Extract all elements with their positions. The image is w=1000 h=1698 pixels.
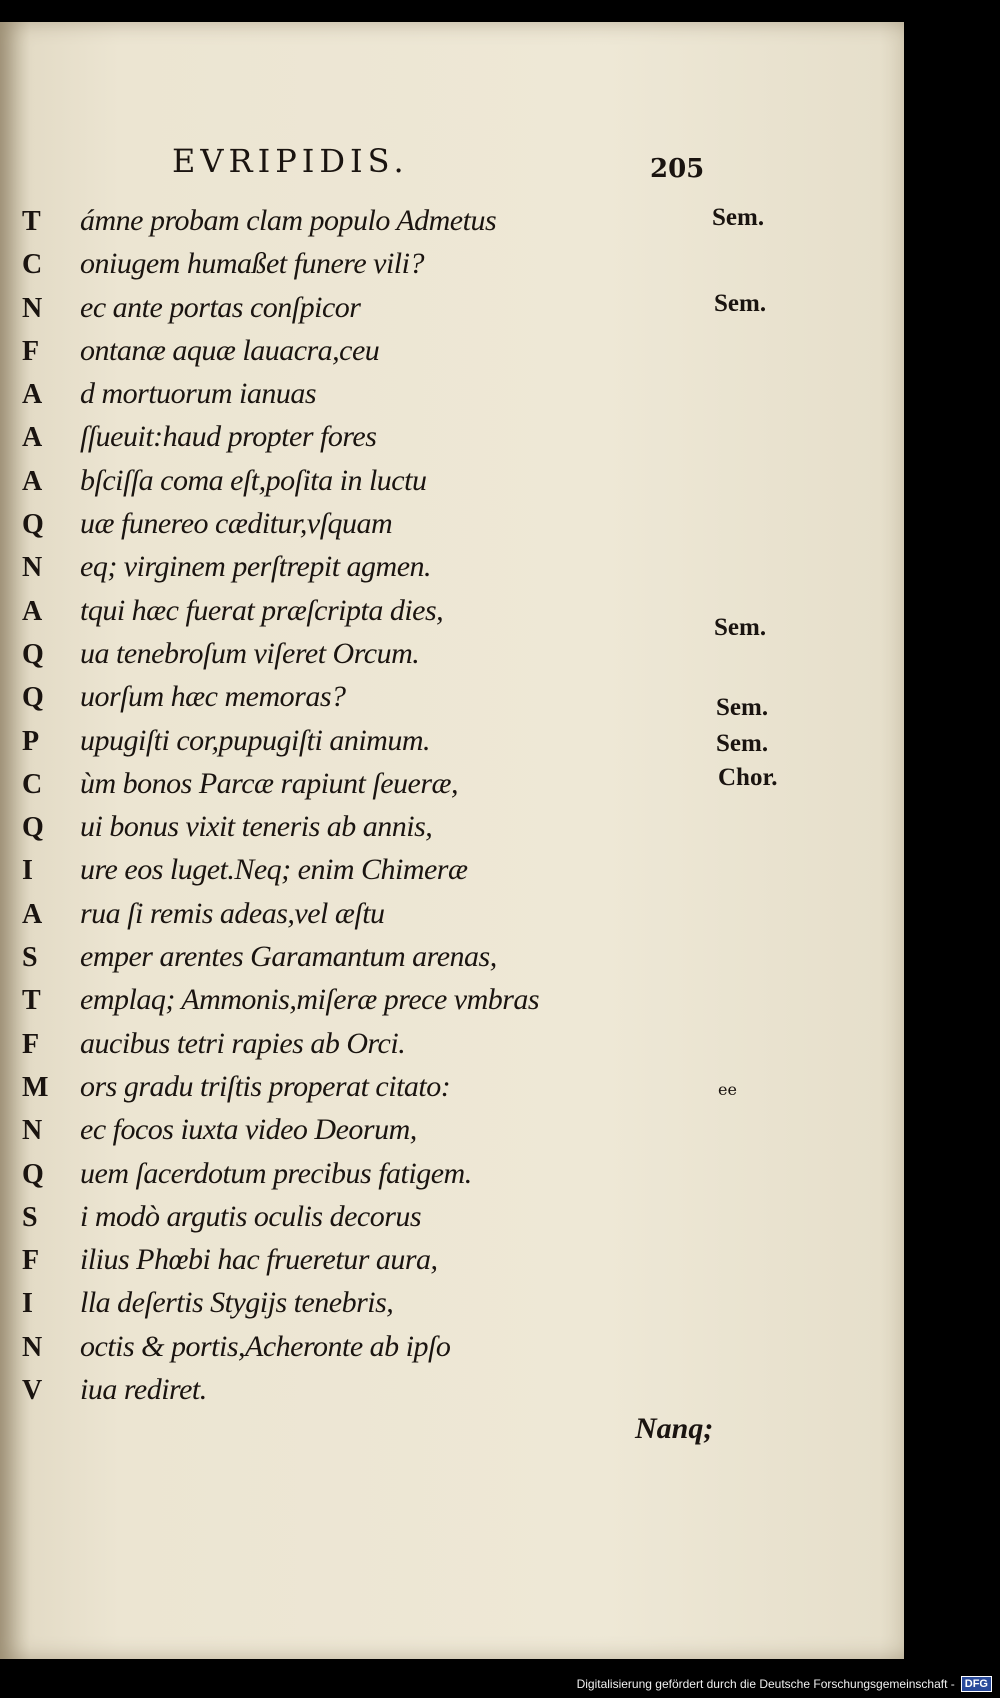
line-text: ors gradu triſtis properat citato: bbox=[80, 1069, 451, 1103]
verse-line bbox=[18, 1330, 658, 1373]
line-initial: C bbox=[22, 249, 43, 281]
line-text: lla deſertis Stygijs tenebris, bbox=[80, 1286, 394, 1320]
running-title: EVRIPIDIS. bbox=[172, 142, 409, 180]
marginal-mark: ee bbox=[718, 1080, 737, 1099]
digitization-footer bbox=[577, 1672, 992, 1696]
line-text: aucibus tetri rapies ab Orci. bbox=[80, 1026, 406, 1060]
verse-line bbox=[18, 767, 658, 810]
verse-line bbox=[18, 1157, 658, 1200]
book-page bbox=[0, 22, 904, 1659]
line-text: ua tenebroſum viſeret Orcum. bbox=[80, 636, 420, 670]
catchword: Nanq; bbox=[635, 1412, 714, 1445]
line-initial: N bbox=[22, 552, 43, 584]
line-initial: N bbox=[22, 1115, 43, 1147]
speaker-label: Sem. bbox=[714, 614, 767, 641]
line-text: ontanæ aquæ lauacra,ceu bbox=[80, 333, 380, 367]
line-initial: A bbox=[22, 595, 43, 627]
line-text: bſciſſa coma eſt,poſita in luctu bbox=[80, 463, 427, 497]
speaker-label: Sem. bbox=[716, 730, 769, 757]
line-initial: A bbox=[22, 422, 43, 454]
verse-line bbox=[18, 1286, 658, 1329]
line-initial: F bbox=[22, 335, 40, 367]
line-initial: T bbox=[22, 985, 41, 1017]
verse-line bbox=[18, 334, 658, 377]
line-initial: F bbox=[22, 1245, 40, 1277]
line-text: iua rediret. bbox=[80, 1373, 207, 1407]
line-initial: Q bbox=[22, 812, 44, 844]
line-text: ec ante portas conſpicor bbox=[80, 290, 361, 324]
line-text: i modò argutis oculis decorus bbox=[80, 1199, 422, 1233]
verse-line bbox=[18, 983, 658, 1026]
speaker-label: Chor. bbox=[718, 764, 778, 791]
speaker-label: Sem. bbox=[716, 694, 769, 721]
line-initial: T bbox=[22, 206, 41, 237]
line-text: upugiſti cor,pupugiſti animum. bbox=[80, 723, 431, 757]
verse-line bbox=[18, 1070, 658, 1113]
line-initial: S bbox=[22, 1201, 38, 1233]
line-text: emper arentes Garamantum arenas, bbox=[80, 940, 497, 974]
line-initial: Q bbox=[22, 1158, 44, 1190]
line-initial: I bbox=[22, 1288, 33, 1320]
verse-line bbox=[18, 1027, 658, 1070]
line-text: ùm bonos Parcæ rapiunt ſeueræ, bbox=[80, 766, 459, 800]
line-initial: A bbox=[22, 465, 43, 497]
line-text: ilius Phœbi hac frueretur aura, bbox=[80, 1243, 438, 1277]
verse-line bbox=[18, 637, 658, 680]
verse-line bbox=[18, 1243, 658, 1286]
line-text: uem ſacerdotum precibus fatigem. bbox=[80, 1156, 472, 1190]
verse-line bbox=[18, 204, 658, 247]
verse-line bbox=[18, 550, 658, 593]
verse-line bbox=[18, 247, 658, 290]
verse-line bbox=[18, 853, 658, 896]
line-text: emplaq; Ammonis,miſeræ prece vmbras bbox=[80, 983, 540, 1017]
line-text: rua ſi remis adeas,vel æſtu bbox=[80, 896, 385, 930]
line-text: d mortuorum ianuas bbox=[80, 377, 317, 411]
verse-line bbox=[18, 377, 658, 420]
verse-line bbox=[18, 810, 658, 853]
line-text: ámne probam clam populo Admetus bbox=[80, 204, 497, 237]
verse-line bbox=[18, 507, 658, 550]
line-initial: Q bbox=[22, 682, 44, 714]
verse-line bbox=[18, 1113, 658, 1156]
line-text: ui bonus vixit teneris ab annis, bbox=[80, 810, 433, 844]
page-number: 205 bbox=[650, 154, 705, 184]
line-initial: Q bbox=[22, 509, 44, 541]
line-text: eq; virginem perſtrepit agmen. bbox=[80, 550, 432, 584]
verse-line bbox=[18, 940, 658, 983]
verse-line bbox=[18, 1200, 658, 1243]
verse-line bbox=[18, 420, 658, 463]
dfg-logo-icon: DFG bbox=[961, 1676, 992, 1692]
line-initial: M bbox=[22, 1071, 49, 1103]
line-text: uæ funereo cæditur,vſquam bbox=[80, 507, 393, 541]
line-initial: C bbox=[22, 768, 43, 800]
line-text: ure eos luget.Neq; enim Chimeræ bbox=[80, 853, 468, 887]
line-text: octis & portis,Acheronte ab ipſo bbox=[80, 1329, 451, 1363]
verse-line bbox=[18, 724, 658, 767]
line-initial: P bbox=[22, 725, 40, 757]
line-text: uorſum hæc memoras? bbox=[80, 680, 346, 714]
line-text: tqui hæc fuerat præſcripta dies, bbox=[80, 593, 444, 627]
line-initial: F bbox=[22, 1028, 40, 1060]
verse-block bbox=[18, 204, 658, 1416]
verse-line bbox=[18, 897, 658, 940]
line-text: ſſueuit:haud propter fores bbox=[80, 420, 377, 454]
verse-line bbox=[18, 464, 658, 507]
line-initial: Q bbox=[22, 638, 44, 670]
verse-line bbox=[18, 594, 658, 637]
verse-line bbox=[18, 1373, 658, 1416]
line-initial: N bbox=[22, 1331, 43, 1363]
speaker-label: Sem. bbox=[714, 290, 767, 317]
line-text: oniugem humaßet funere vili? bbox=[80, 247, 424, 281]
verse-line bbox=[18, 680, 658, 723]
line-initial: N bbox=[22, 292, 43, 324]
speaker-label: Sem. bbox=[712, 204, 765, 231]
line-initial: S bbox=[22, 942, 38, 974]
line-initial: I bbox=[22, 855, 33, 887]
line-text: ec focos iuxta video Deorum, bbox=[80, 1113, 417, 1147]
line-initial: A bbox=[22, 379, 43, 411]
footer-text: Digitalisierung gefördert durch die Deutsche Forschungsgemeinschaft - bbox=[576, 1677, 955, 1691]
line-initial: A bbox=[22, 898, 43, 930]
verse-line bbox=[18, 291, 658, 334]
line-initial: V bbox=[22, 1375, 43, 1407]
